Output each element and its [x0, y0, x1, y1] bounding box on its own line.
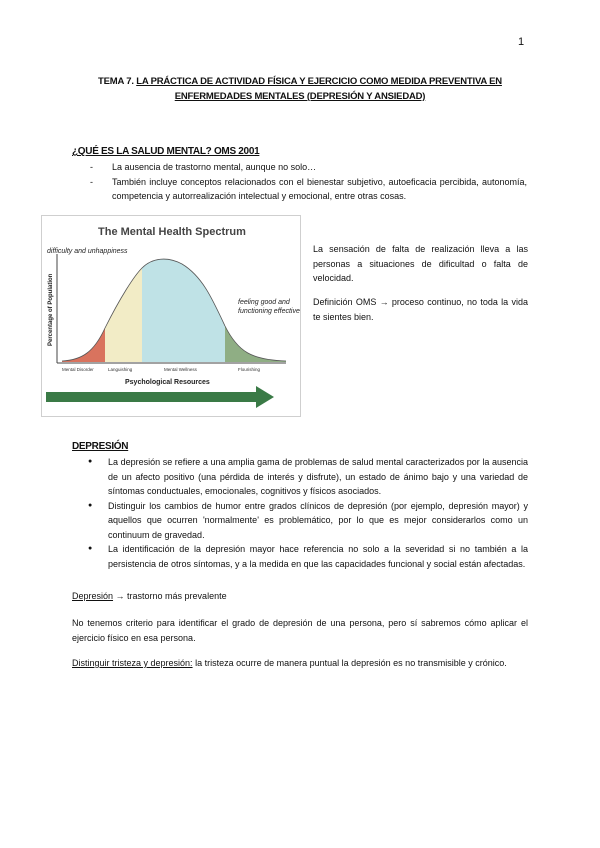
list-item: ● Distinguir los cambios de humor entre grados clínicos de depresión (por ejemplo, depresión mayor) y aquellos que ocurren 'normalmente' es problemático, por lo que es mejor considerarlos como un continuum de gravedad. — [86, 499, 528, 543]
list-item: - También incluye conceptos relacionados con el bienestar subjetivo, autoeficacia percibida, autonomía, competencia y autorrealización intelectual y emocional, entre otras cosas. — [90, 175, 527, 204]
page-number: 1 — [518, 36, 525, 48]
title-main: LA PRÁCTICA DE ACTIVIDAD FÍSICA Y EJERCICIO COMO MEDIDA PREVENTIVA EN ENFERMEDADES MENTALES (DEPRESIÓN Y ANSIEDAD) — [136, 76, 502, 102]
section-heading-depression: DEPRESIÓN — [72, 441, 129, 452]
annotation-right: feeling good and functioning effectively — [238, 299, 300, 315]
mental-health-spectrum-figure — [41, 215, 301, 417]
section-heading-mental-health: ¿QUÉ ES LA SALUD MENTAL? OMS 2001 — [72, 146, 260, 157]
annotation-left: difficulty and unhappiness — [47, 248, 128, 255]
x-axis-label: Psychological Resources — [125, 379, 210, 386]
segment-languishing — [105, 268, 142, 362]
side-paragraph-1: La sensación de falta de realización lleva a las personas a situaciones de dificultad o falta de velocidad. — [313, 244, 528, 283]
y-axis-label: Percentage of Population — [48, 273, 54, 346]
sadness-text: la tristeza ocurre de manera puntual la depresión es no transmisible y crónico. — [192, 658, 507, 668]
side-paragraph-2: Definición OMS → proceso continuo, no toda la vida te sientes bien. — [313, 297, 528, 322]
depression-prevalence-text: → trastorno más prevalente — [113, 591, 227, 601]
spectrum-chart — [42, 216, 300, 416]
depression-label: Depresión — [72, 591, 114, 601]
label-mental-disorder: Mental Disorder — [62, 367, 94, 372]
segment-mental-wellness — [142, 259, 225, 362]
document-title — [60, 74, 540, 104]
sadness-label: Distinguir tristeza y depresión: — [72, 658, 193, 668]
resources-arrow — [46, 386, 274, 408]
sadness-vs-depression-paragraph — [72, 656, 528, 671]
depression-prevalence-line — [72, 589, 528, 604]
title-prefix: TEMA 7. — [98, 76, 137, 87]
label-mental-wellness: Mental Wellness — [164, 367, 197, 372]
depression-list — [86, 455, 528, 571]
label-flourishing: Flourishing — [238, 367, 261, 372]
criteria-paragraph: No tenemos criterio para identificar el grado de depresión de una persona, pero sí sabremos cómo aplicar el ejercicio físico en esa persona. — [72, 618, 528, 643]
list-item: - La ausencia de trastorno mental, aunque no solo… — [90, 160, 527, 175]
list-item: ● La depresión se refiere a una amplia gama de problemas de salud mental caracterizados por la ausencia de un afecto positivo (una pérdida de interés y disfrute), un estado de ánimo bajo y una variedad de síntomas conductuales, emocionales, cognitivos y físicos asociados. — [86, 455, 528, 499]
list-item: ● La identificación de la depresión mayor hace referencia no solo a la severidad si no también a la persistencia de otros síntomas, y a la medida en que las capacidades funcional y social están afectadas. — [86, 542, 528, 571]
segment-mental-disorder — [62, 328, 105, 362]
mental-health-list — [90, 160, 527, 204]
figure-title: The Mental Health Spectrum — [98, 226, 246, 238]
label-languishing: Languishing — [108, 367, 133, 372]
